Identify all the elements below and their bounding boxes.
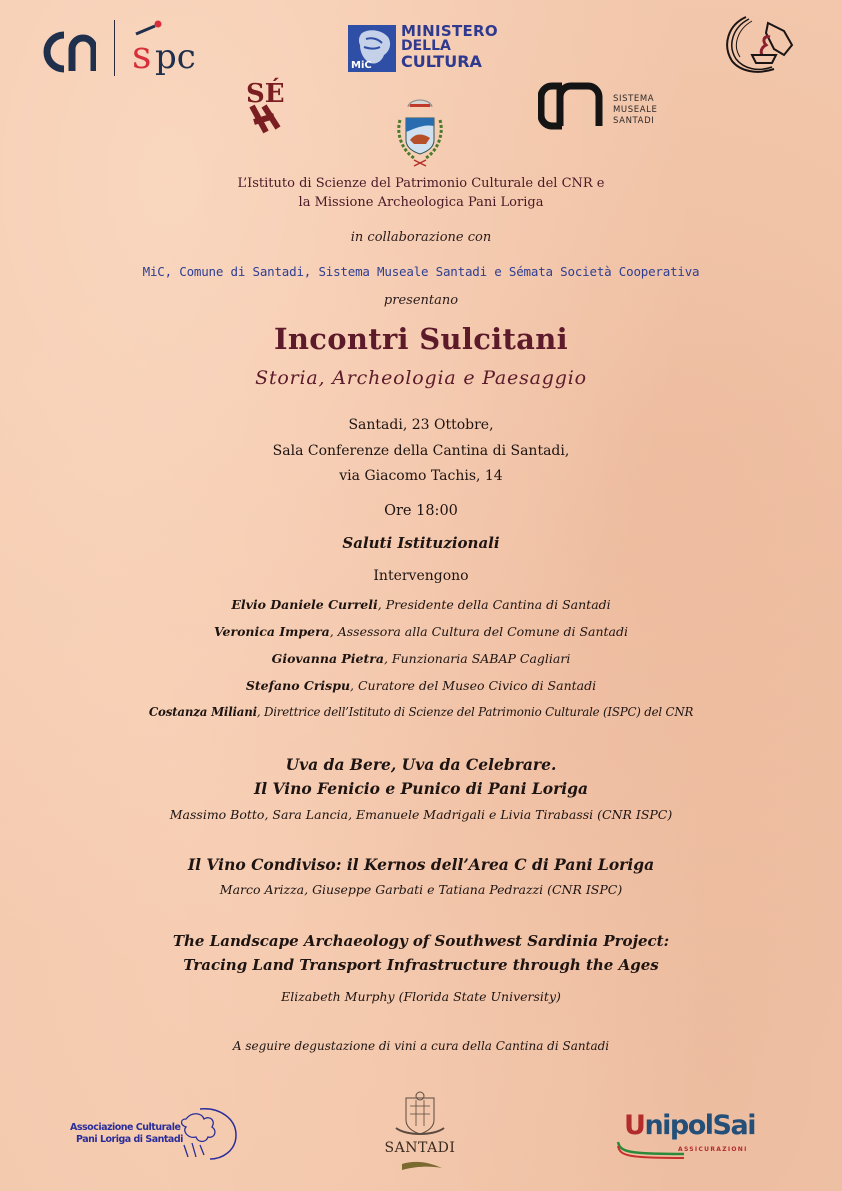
talk-title-line: The Landscape Archaeology of Southwest Sardinia Project: [172, 932, 670, 950]
sistema-line-2: MUSEALE [613, 105, 658, 115]
speaker-line [0, 672, 842, 699]
speaker-role: , Direttrice dell’Istituto di Scienze del Patrimonio Culturale (ISPC) del CNR [256, 705, 694, 719]
talk-authors: Elizabeth Murphy (Florida State University) [281, 989, 561, 1004]
svg-text:pc: pc [155, 37, 196, 77]
talk-authors: Massimo Botto, Sara Lancia, Emanuele Madrigali e Livia Tirabassi (CNR ISPC) [169, 807, 673, 822]
talk-authors: Marco Arizza, Giuseppe Garbati e Tatiana Pedrazzi (CNR ISPC) [219, 882, 623, 897]
event-venue: Sala Conferenze della Cantina di Santadi, [272, 443, 570, 459]
semata-logo [244, 72, 286, 134]
speaker-line [0, 645, 842, 672]
association-line-1: Associazione Culturale [70, 1122, 181, 1133]
speaker-name: Veronica Impera [214, 624, 330, 639]
unipolsai-subtitle: ASSICURAZIONI [678, 1146, 748, 1153]
mic-label: MiC [351, 60, 372, 71]
speaker-role: , Funzionaria SABAP Cagliari [383, 651, 571, 666]
organizer-line-2: la Missione Archeologica Pani Loriga [298, 195, 544, 210]
greetings-intro: Intervengono [373, 568, 469, 584]
talk-title-line: Uva da Bere, Uva da Celebrare. [285, 755, 557, 774]
talk-title-line: Tracing Land Transport Infrastructure through the Ages [183, 956, 659, 974]
association-line-2: Pani Loriga di Santadi [76, 1134, 183, 1145]
event-date: Santadi, 23 Ottobre, [348, 417, 494, 433]
ispc-logo [128, 18, 204, 78]
talk-title-line: Il Vino Fenicio e Punico di Pani Loriga [253, 779, 589, 798]
mic-emblem [348, 25, 396, 72]
sistema-line-3: SANTADI [613, 116, 655, 126]
semata-mark: SÉ [246, 79, 285, 109]
santadi-wordmark: SANTADI [384, 1140, 456, 1156]
speaker-line [0, 618, 842, 645]
talk-title-line: Il Vino Condiviso: il Kernos dell’Area C di Pani Loriga [187, 855, 655, 874]
organizer-line-1: L’Istituto di Scienze del Patrimonio Culturale del CNR e [237, 176, 605, 191]
speaker-role: , Presidente della Cantina di Santadi [377, 597, 611, 612]
presenting-label: presentano [383, 293, 459, 308]
unipolsai-wordmark: UnipolSai [624, 1110, 755, 1141]
svg-text:s: s [132, 33, 152, 77]
speaker-role: , Assessora alla Cultura del Comune di Santadi [329, 624, 628, 639]
cnr-logo [42, 27, 96, 75]
pouring-vessel-logo [718, 11, 796, 77]
association-pani-loriga-logo [70, 1105, 240, 1160]
speaker-name: Stefano Crispu [245, 678, 351, 693]
speaker-name: Costanza Miliani [148, 705, 257, 719]
speaker-line [0, 699, 842, 726]
logo-divider [114, 20, 115, 76]
cantina-santadi-logo [372, 1090, 468, 1175]
sistema-line-1: SISTEMA [613, 94, 655, 104]
greetings-title: Saluti Istituzionali [342, 534, 500, 552]
ministry-culture-logo [348, 22, 500, 73]
event-time: Ore 18:00 [384, 503, 458, 519]
event-address: via Giacomo Tachis, 14 [339, 468, 503, 484]
speaker-name: Elvio Daniele Curreli [231, 597, 378, 612]
speaker-name: Giovanna Pietra [271, 651, 384, 666]
speaker-line [0, 591, 842, 618]
sistema-museale-logo [538, 80, 678, 132]
santadi-coat-of-arms [392, 96, 448, 168]
unipolsai-logo [616, 1110, 768, 1160]
event-title: Incontri Sulcitani [274, 322, 568, 356]
ministry-line-2: DELLA [401, 38, 451, 54]
ministry-line-1: MINISTERO [401, 22, 498, 40]
ministry-line-3: CULTURA [401, 52, 482, 71]
speaker-role: , Curatore del Museo Civico di Santadi [350, 678, 597, 693]
partners-list: MiC, Comune di Santadi, Sistema Museale Santadi e Sémata Società Cooperativa [142, 264, 700, 279]
closing-note: A seguire degustazione di vini a cura della Cantina di Santadi [232, 1039, 610, 1053]
event-subtitle: Storia, Archeologia e Paesaggio [255, 367, 587, 389]
collaboration-intro: in collaborazione con [350, 230, 492, 245]
